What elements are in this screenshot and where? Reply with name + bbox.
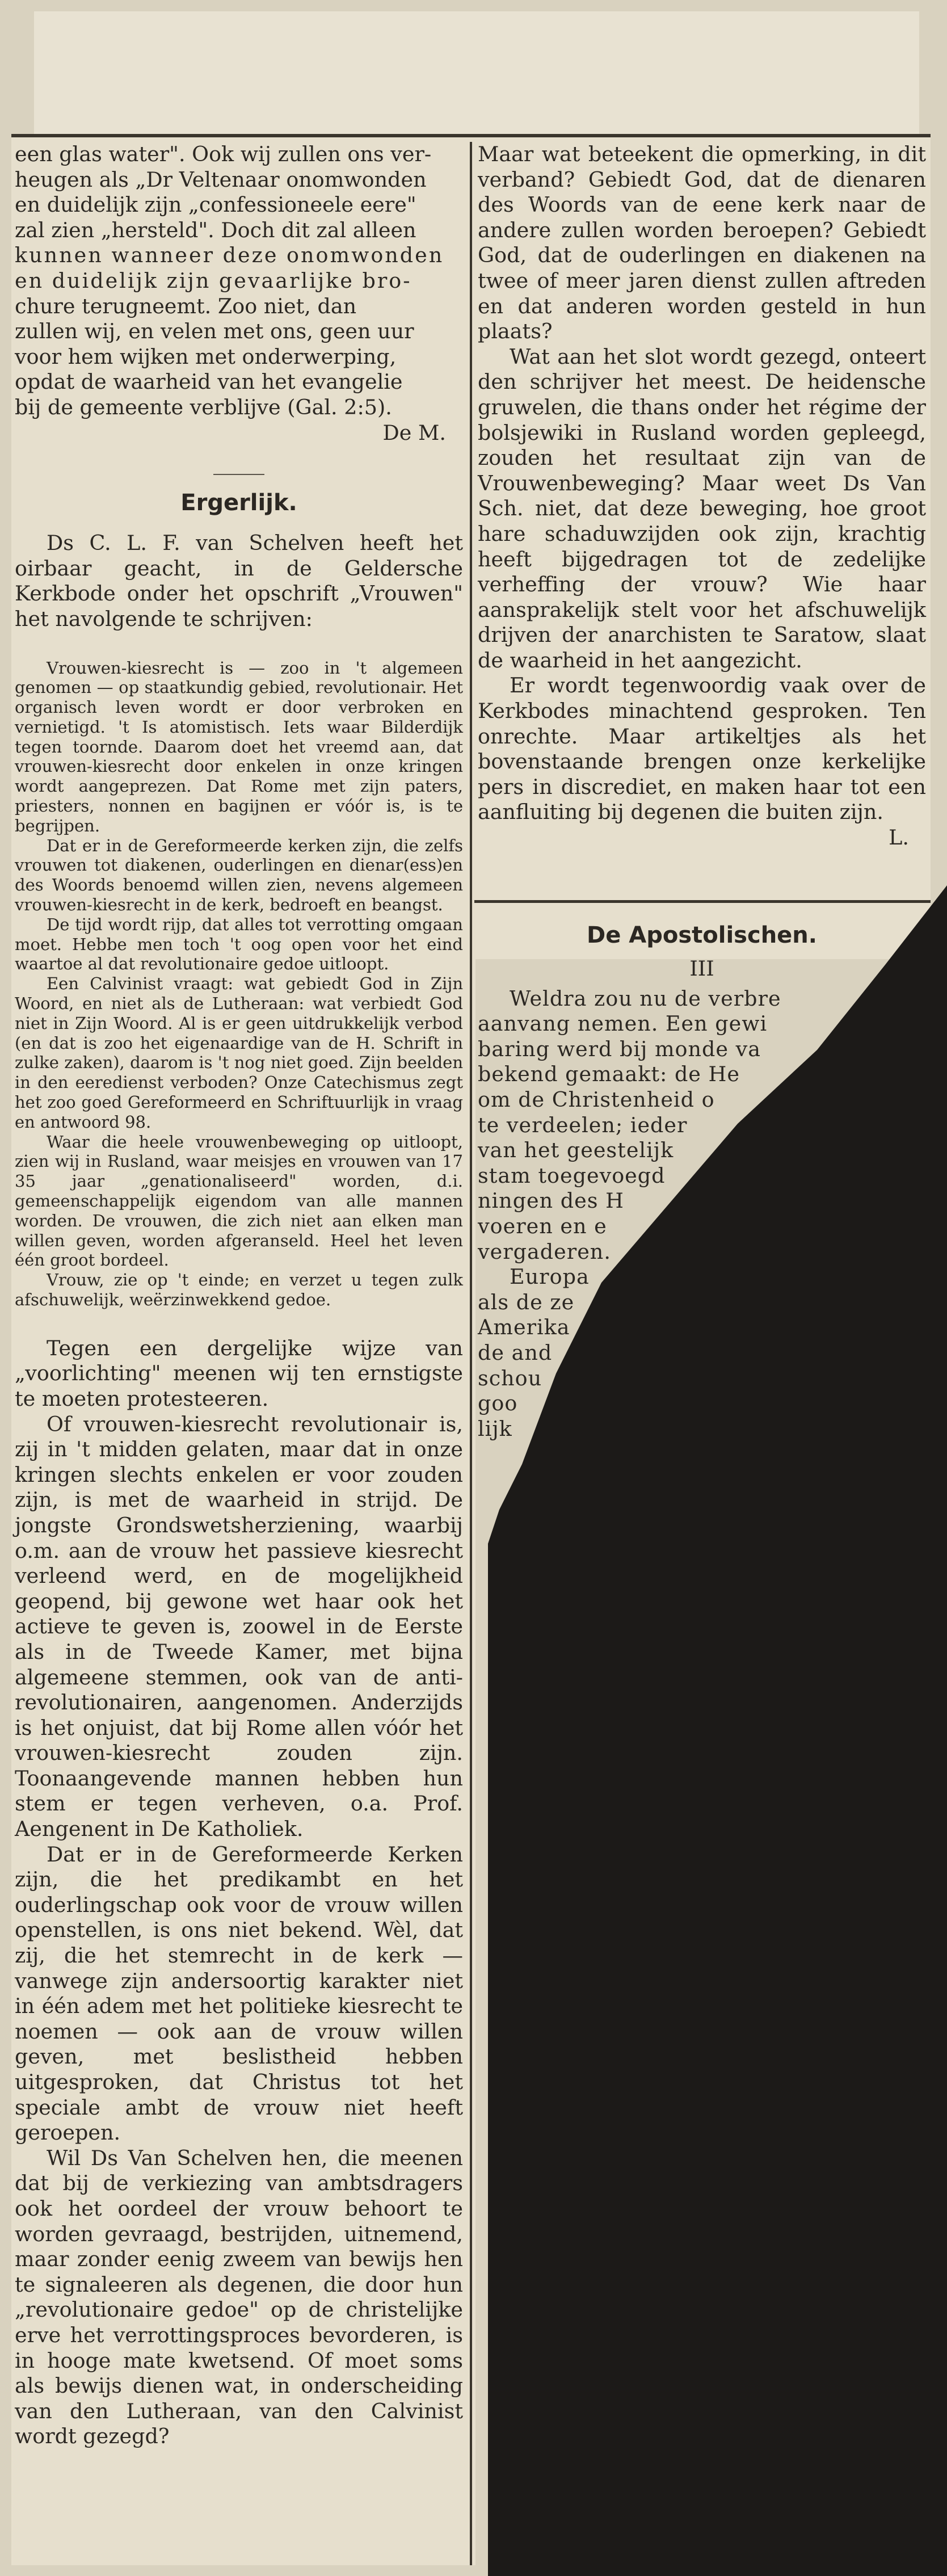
lead-paragraph: Ds C. L. F. van Schelven heeft het oirbaar geacht, in de Geldersche Kerkbode onder het opschrift „Vrouwen" het navolgende te schrijven: — [15, 531, 463, 631]
fragment-line: om de Christenheid o — [478, 1087, 715, 1112]
fragment-line: van het geestelijk — [478, 1138, 674, 1163]
quote-paragraph: Een Calvinist vraagt: wat gebiedt God in Zijn Woord, en niet als de Lutheraan: wat verbiedt God niet in Zijn Woord. Al is er geen uitdrukkelijk verbod (en dat is zoo het eigenaardige van de H. Schrift in zulke zaken), daarom is 't nog niet goed. Zijn beelden in den eeredienst verboden? Onze Catechismus zegt het zoo goed Gereformeerd en Schriftuurlijk in vraag en antwoord 98. — [15, 974, 463, 1132]
intro-line: opdat de waarheid van het evangelie — [15, 369, 403, 394]
body-paragraph: Of vrouwen-kiesrecht revolutionair is, zij in 't midden gelaten, maar dat in onze kringen slechts enkelen er voor zouden zijn, is met de waarheid in strijd. De jongste Grondswetsherziening, waarbij o.m. aan de vrouw het passieve kiesrecht verleend werd, en de mogelijkheid geopend, bij gewone wet haar ook het actieve te geven is, zoowel in de Eerste als in de Tweede Kamer, met bijna algemeene stemmen, ook van de anti-revolutionairen, aangenomen. Anderzijds is het onjuist, dat bij Rome allen vóór het vrouwen-kiesrecht zouden zijn. Toonaangevende mannen hebben hun stem er tegen verheven, o.a. Prof. Aengenent in De Katholiek. — [15, 1411, 463, 1842]
fragment-line: voeren en e — [478, 1213, 607, 1238]
quote-paragraph: Dat er in de Gereformeerde kerken zijn, die zelfs vrouwen tot diakenen, ouderlingen en dienar(ess)en des Woords benoemd willen zien, nevens algemeen vrouwen-kiesrecht in de kerk, bedroeft en beangst. — [15, 835, 463, 915]
fragment-line: Amerika — [478, 1315, 570, 1340]
fragment-line: aanvang nemen. Een gewi — [478, 1011, 768, 1036]
fragment-line: de and — [478, 1340, 553, 1365]
signature-l: L. — [889, 825, 909, 850]
fragment-line: te verdeelen; ieder — [478, 1112, 688, 1137]
intro-line: chure terugneemt. Zoo niet, dan — [15, 293, 357, 318]
right-paragraph: Er wordt tegenwoordig vaak over de Kerkbodes minachtend gesproken. Ten onrechte. Maar artikeltjes als het bovenstaande brengen onze kerkelijke pers in discrediet, en maken haar tot een aanfluiting bij degenen die buiten zijn. — [478, 673, 926, 825]
fragment-line: Europa — [510, 1264, 590, 1289]
quote-paragraph: Waar die heele vrouwenbeweging op uitloopt, zien wij in Rusland, waar meisjes en vrouwen van 17 35 jaar „genationaliseerd" worden, d.i. gemeenschappelijk eigendom van alle mannen worden. De vrouwen, die zich niet aan elken man willen geven, worden afgeranseld. Heel het leven één groot bordeel. — [15, 1132, 463, 1270]
fragment-line: ningen des H — [478, 1188, 624, 1213]
quote-paragraph: De tijd wordt rijp, dat alles tot verrotting omgaan moet. Hebbe men toch 't oog open voor het eind waartoe al dat revolutionaire gedoe uitloopt. — [15, 914, 463, 974]
quote-paragraph: Vrouw, zie op 't einde; en verzet u tegen zulk afschuwelijk, weërzinwekkend gedoe. — [15, 1270, 463, 1309]
intro-line: voor hem wijken met onderwerping, — [15, 344, 397, 369]
fragment-line: baring werd bij monde va — [478, 1036, 761, 1061]
intro-line: kunnen wanneer deze onomwonden — [15, 243, 444, 268]
intro-line: en duidelijk zijn „confessioneele eere" — [15, 192, 416, 217]
heading-apostolischen: De Apostolischen. — [587, 922, 817, 948]
subheading-roman: III — [689, 956, 714, 981]
fragment-line: Weldra zou nu de verbre — [510, 986, 781, 1011]
fragment-line: bekend gemaakt: de He — [478, 1062, 740, 1087]
intro-line: en duidelijk zijn gevaarlijke bro- — [15, 268, 412, 293]
fragment-line: vergaderen. — [478, 1239, 611, 1264]
signature-dem: De M. — [382, 420, 446, 445]
fragment-line: als de ze — [478, 1289, 575, 1314]
intro-line: heugen als „Dr Veltenaar onomwonden — [15, 167, 427, 192]
background-lower-right — [499, 1544, 947, 2576]
fragment-line: goo — [478, 1391, 518, 1416]
fragment-line: schou — [478, 1365, 542, 1390]
heading-ergerlijk: Ergerlijk. — [180, 490, 297, 516]
quote-paragraph: Vrouwen-kiesrecht is — zoo in 't algemeen genomen — op staatkundig gebied, revolutionair. Het organisch leven wordt er door verbroken en vernietigd. 't Is atomistisch. Iets waar Bilderdijk tegen toornde. Daarom doet het vreemd aan, dat vrouwen-kiesrecht door enkelen in onze kringen wordt aangeprezen. Dat Rome met zijn paters, priesters, nonnen en bagijnen er vóór is, is te begrijpen. — [15, 658, 463, 835]
intro-line: zullen wij, en velen met ons, geen uur — [15, 319, 414, 344]
body-paragraph: Dat er in de Gereformeerde Kerken zijn, die het predikambt en het ouderlingschap ook voor de vrouw willen openstellen, is ons niet bekend. Wèl, dat zij, die het stemrecht in de kerk — vanwege zijn andersoortig karakter niet in één adem met het politieke kiesrecht te noemen — ook aan de vrouw willen geven, met beslistheid hebben uitgesproken, dat Christus tot het speciale ambt de vrouw niet heeft geroepen. — [15, 1842, 463, 2145]
intro-line: een glas water". Ook wij zullen ons ver- — [15, 142, 432, 166]
fragment-line: lijk — [478, 1416, 512, 1441]
intro-line: zal zien „hersteld". Doch dit zal alleen — [15, 217, 416, 242]
right-paragraph: Wat aan het slot wordt gezegd, onteert den schrijver het meest. De heidensche gruwelen, die thans onder het régime der bolsjewiki in Rusland worden gepleegd, zouden het resultaat zijn van de Vrouwenbeweging? Maar weet Ds Van Sch. niet, dat deze beweging, hoe groot hare schaduwzijden ook zijn, krachtig heeft bijgedragen tot de zedelijke verheffing der vrouw? Wie haar aansprakelijk stelt voor het afschuwelijk drijven der anarchisten te Saratow, slaat de waarheid in het aangezicht. — [478, 344, 926, 673]
body-paragraph: Tegen een dergelijke wijze van „voorlichting" meenen wij ten ernstigste te moeten protesteeren. — [15, 1335, 463, 1411]
body-paragraph: Wil Ds Van Schelven hen, die meenen dat bij de verkiezing van ambtsdragers ook het oordeel der vrouw behoort te worden gevraagd, bestrijden, uitnemend, maar zonder eenig zweem van bewijs hen te signaleeren als degenen, die door hun „revolutionaire gedoe" op de christelijke erve het verrottingsproces bevorderen, is in hooge mate kwetsend. Of moet soms als bewijs dienen wat, in onderscheiding van den Lutheraan, van den Calvinist wordt gezegd? — [15, 2145, 463, 2449]
right-paragraph: Maar wat beteekent die opmerking, in dit verband? Gebiedt God, dat de dienaren des Woords van de eene kerk naar de andere zullen worden beroepen? Gebiedt God, dat de ouderlingen en diakenen na twee of meer jaren dienst zullen aftreden en dat anderen worden gesteld in hun plaats? — [478, 142, 926, 344]
intro-line: bij de gemeente verblijve (Gal. 2:5). — [15, 394, 392, 419]
fragment-line: stam toegevoegd — [478, 1163, 666, 1188]
